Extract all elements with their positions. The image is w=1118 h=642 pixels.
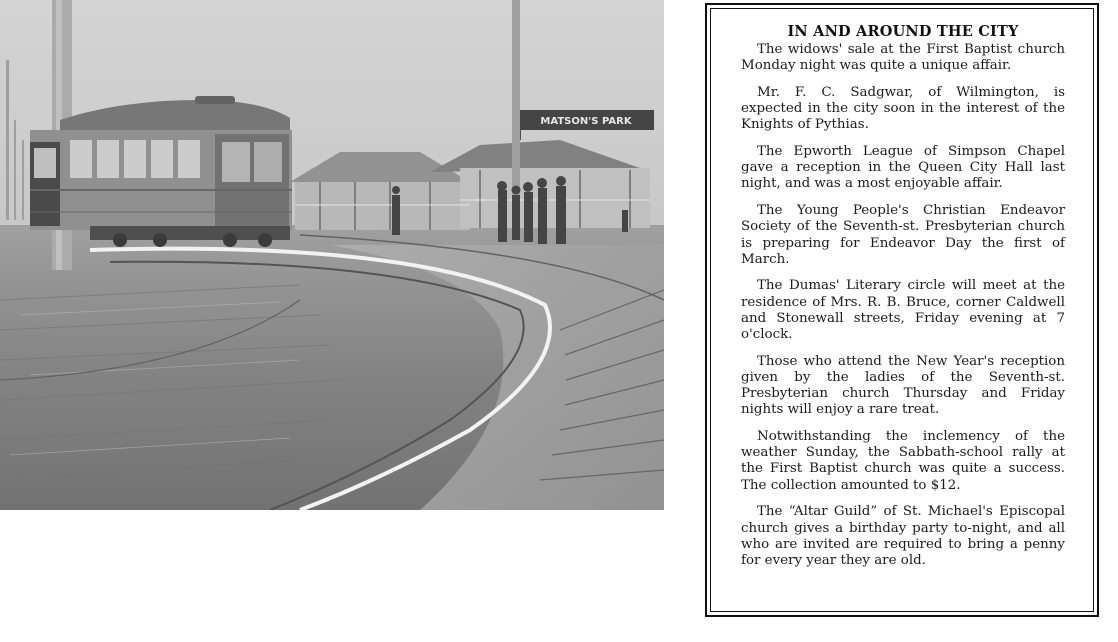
park-sign-text: MATSON'S PARK bbox=[540, 116, 632, 127]
news-item: Those who attend the New Year's reception given by the ladies of the Seventh-st. Presbyterian church Thursday and Friday nights will enjoy a rare treat. bbox=[741, 353, 1065, 418]
news-item: The Dumas' Literary circle will meet at the residence of Mrs. R. B. Bruce, corner Caldwell and Stonewall streets, Friday evening at 7 o'clock. bbox=[741, 278, 1065, 343]
historic-streetcar-photo bbox=[0, 0, 664, 510]
news-item: Notwithstanding the inclemency of the weather Sunday, the Sabbath-school rally at the First Baptist church was quite a success. The collection amounted to $12. bbox=[741, 429, 1065, 493]
news-item: The Young People's Christian Endeavor Society of the Seventh-st. Presbyterian church is preparing for Endeavor Day the first of March. bbox=[741, 203, 1065, 267]
news-item: The “Altar Guild” of St. Michael's Episcopal church gives a birthday party to-night, and all who are invited are required to bring a penny for every year they are old. bbox=[741, 504, 1065, 568]
news-item: The Epworth League of Simpson Chapel gave a reception in the Queen City Hall last night, and was a most enjoyable affair. bbox=[741, 144, 1065, 192]
news-column-title: IN AND AROUND THE CITY bbox=[787, 23, 1019, 40]
news-column-box bbox=[705, 3, 1099, 617]
news-item: The widows' sale at the First Baptist church Monday night was quite a unique affair. bbox=[741, 42, 1065, 74]
news-item: Mr. F. C. Sadgwar, of Wilmington, is expected in the city soon in the interest of the Knights of Pythias. bbox=[741, 84, 1065, 133]
news-column-inner bbox=[710, 8, 1094, 612]
